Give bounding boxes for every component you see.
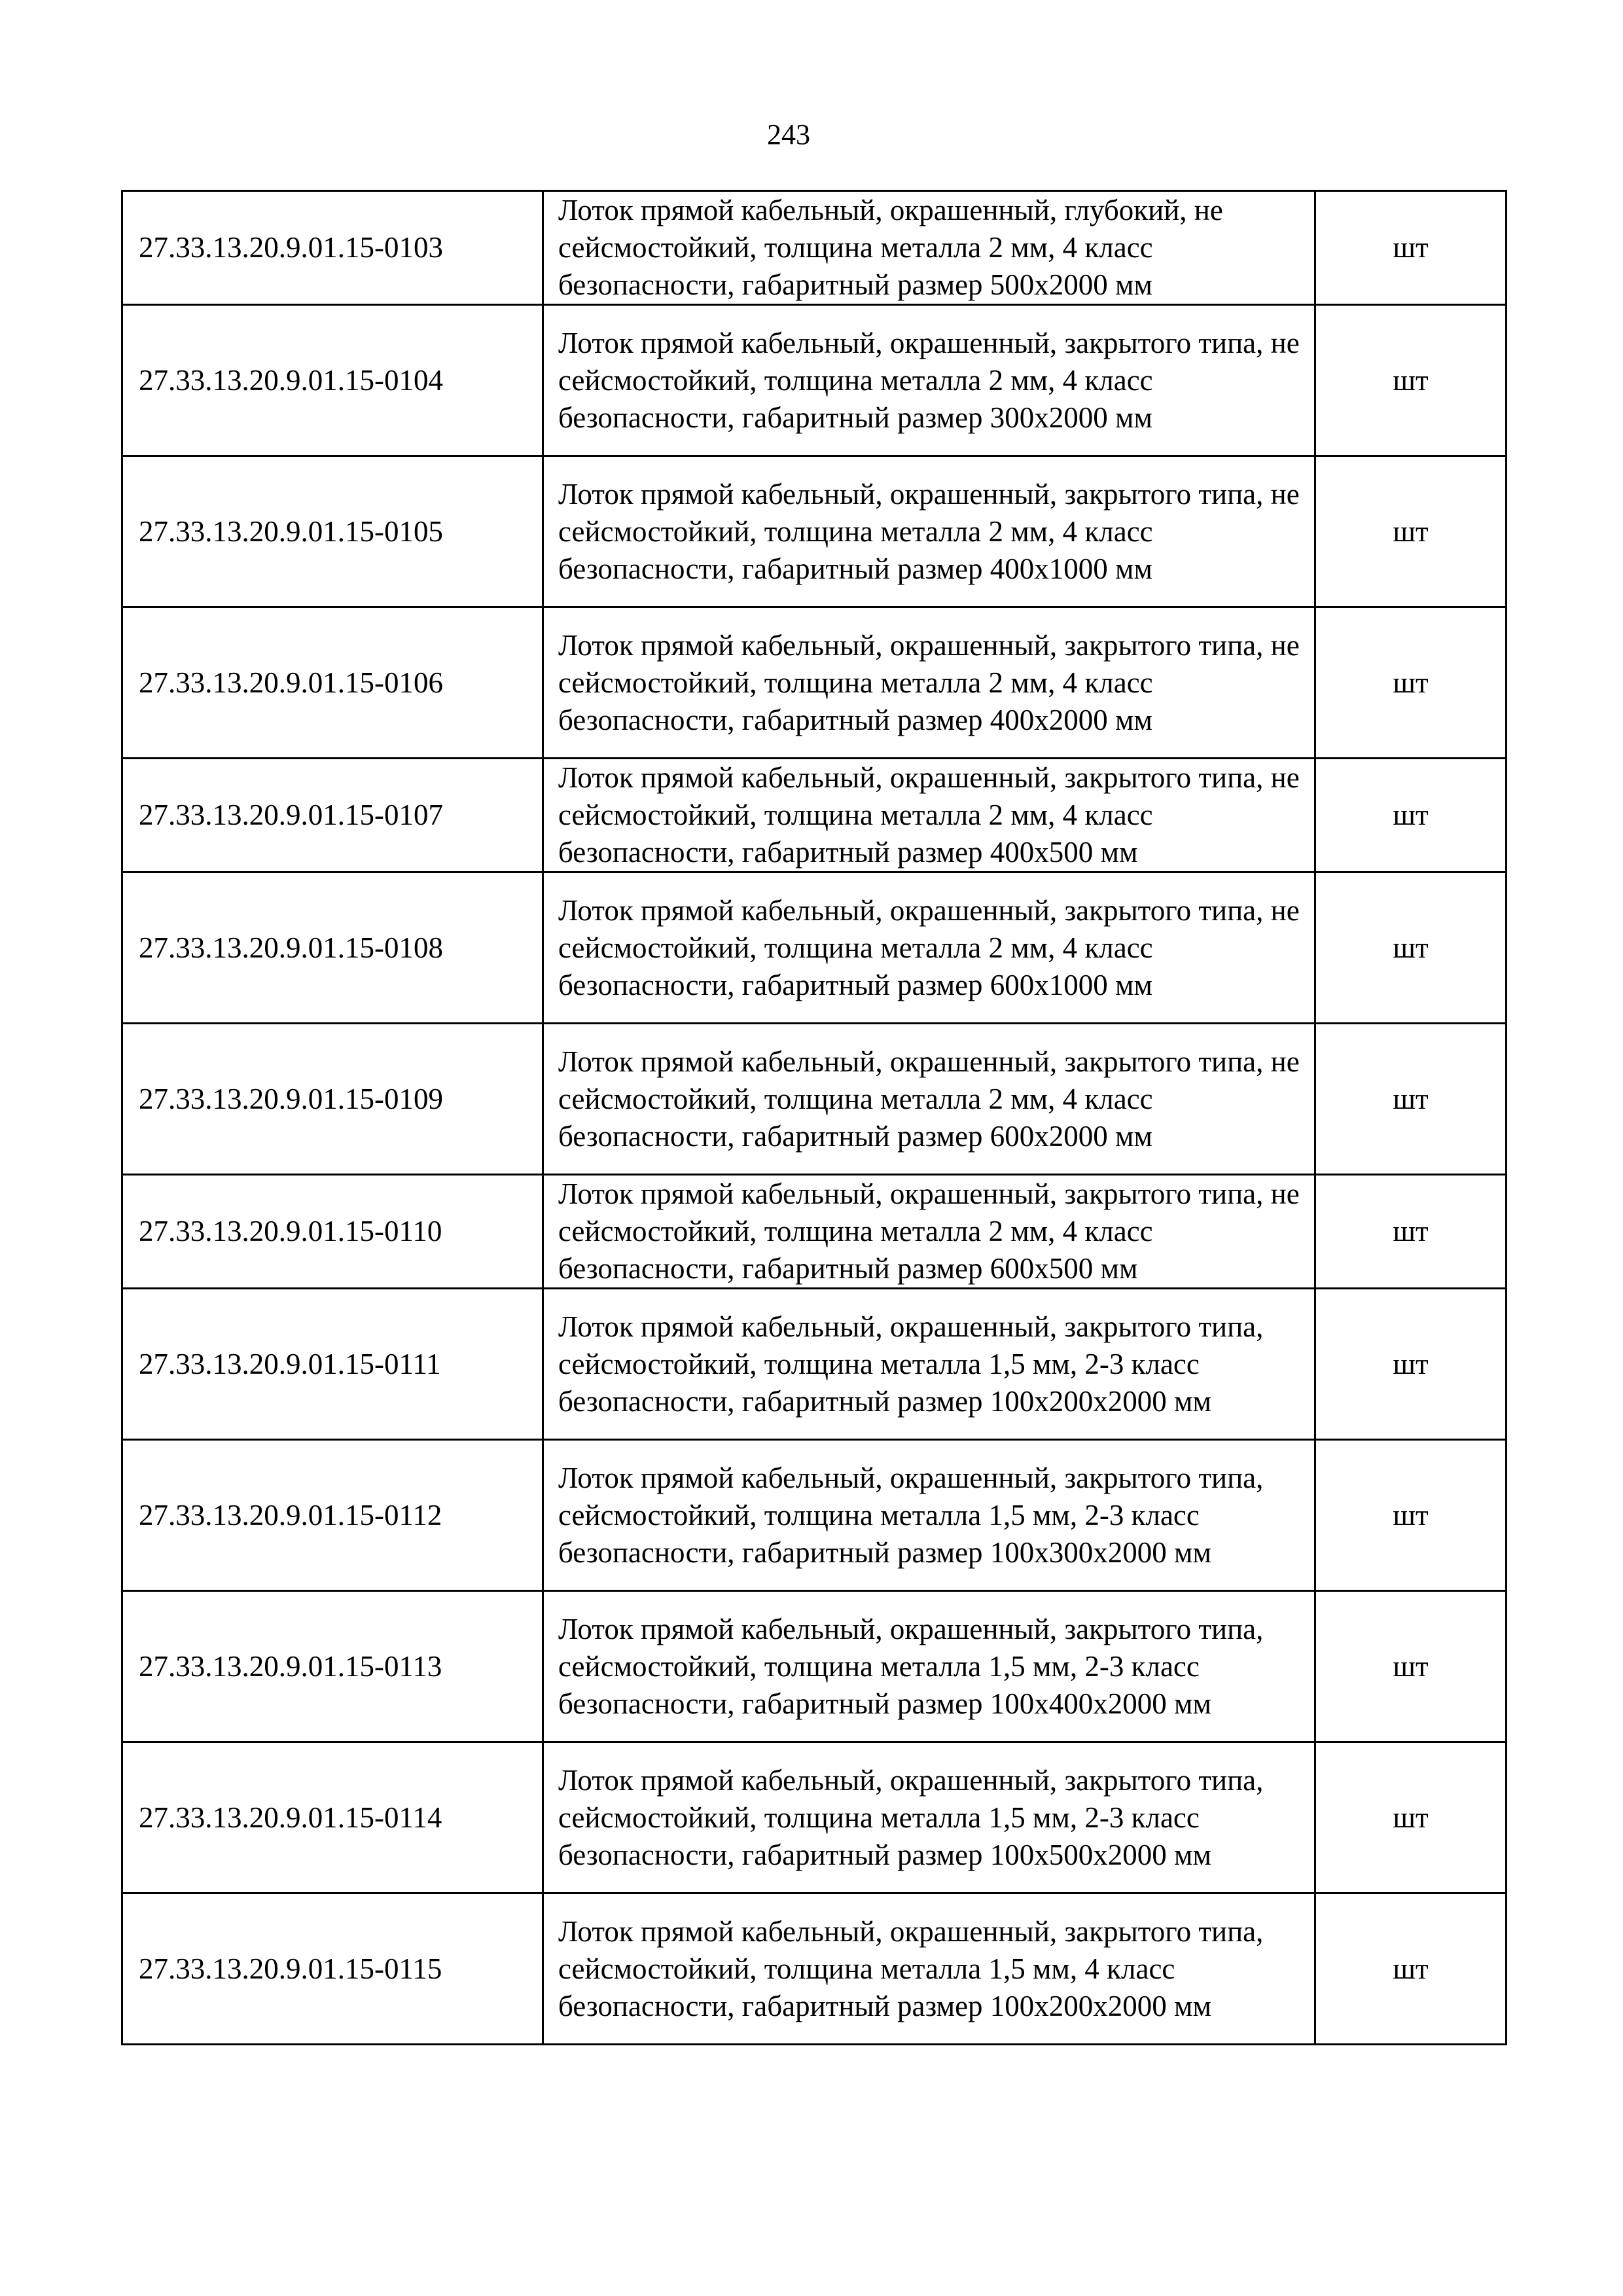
table-row	[122, 1175, 1507, 1289]
table-row	[122, 1742, 1507, 1893]
resource-code-cell: 27.33.13.20.9.01.15-0105	[122, 456, 543, 607]
resource-description-cell: Лоток прямой кабельный, окрашенный, закрытого типа, не сейсмостойкий, толщина металла 2 мм, 4 класс безопасности, габаритный размер 600х2000 мм	[543, 1024, 1315, 1175]
resource-table	[121, 190, 1507, 2045]
table-row	[122, 759, 1507, 872]
unit-cell: шт	[1315, 1591, 1507, 1742]
resource-description-cell: Лоток прямой кабельный, окрашенный, закрытого типа, не сейсмостойкий, толщина металла 2 мм, 4 класс безопасности, габаритный размер 400х2000 мм	[543, 607, 1315, 759]
unit-cell: шт	[1315, 305, 1507, 456]
unit-cell: шт	[1315, 1024, 1507, 1175]
unit-cell: шт	[1315, 1175, 1507, 1289]
unit-cell: шт	[1315, 872, 1507, 1024]
page-number: 243	[767, 118, 810, 151]
table-row	[122, 456, 1507, 607]
unit-cell: шт	[1315, 1893, 1507, 2045]
resource-description-cell: Лоток прямой кабельный, окрашенный, глубокий, не сейсмостойкий, толщина металла 2 мм, 4 класс безопасности, габаритный размер 500х2000 мм	[543, 191, 1315, 305]
table-row	[122, 305, 1507, 456]
resource-code-cell: 27.33.13.20.9.01.15-0106	[122, 607, 543, 759]
resource-code-cell: 27.33.13.20.9.01.15-0114	[122, 1742, 543, 1893]
resource-description-cell: Лоток прямой кабельный, окрашенный, закрытого типа, не сейсмостойкий, толщина металла 2 мм, 4 класс безопасности, габаритный размер 400х500 мм	[543, 759, 1315, 872]
resource-description-cell: Лоток прямой кабельный, окрашенный, закрытого типа, не сейсмостойкий, толщина металла 2 мм, 4 класс безопасности, габаритный размер 600х1000 мм	[543, 872, 1315, 1024]
resource-description-cell: Лоток прямой кабельный, окрашенный, закрытого типа, сейсмостойкий, толщина металла 1,5 мм, 2-3 класс безопасности, габаритный размер 100х200х2000 мм	[543, 1289, 1315, 1440]
unit-cell: шт	[1315, 191, 1507, 305]
unit-cell: шт	[1315, 1289, 1507, 1440]
resource-description-cell: Лоток прямой кабельный, окрашенный, закрытого типа, сейсмостойкий, толщина металла 1,5 мм, 4 класс безопасности, габаритный размер 100х200х2000 мм	[543, 1893, 1315, 2045]
table-row	[122, 607, 1507, 759]
resource-code-cell: 27.33.13.20.9.01.15-0112	[122, 1440, 543, 1591]
resource-code-cell: 27.33.13.20.9.01.15-0108	[122, 872, 543, 1024]
table-row	[122, 1440, 1507, 1591]
resource-description-cell: Лоток прямой кабельный, окрашенный, закрытого типа, сейсмостойкий, толщина металла 1,5 мм, 2-3 класс безопасности, габаритный размер 100х500х2000 мм	[543, 1742, 1315, 1893]
table-row	[122, 191, 1507, 305]
table-row	[122, 1289, 1507, 1440]
unit-cell: шт	[1315, 759, 1507, 872]
resource-description-cell: Лоток прямой кабельный, окрашенный, закрытого типа, сейсмостойкий, толщина металла 1,5 мм, 2-3 класс безопасности, габаритный размер 100х300х2000 мм	[543, 1440, 1315, 1591]
resource-description-cell: Лоток прямой кабельный, окрашенный, закрытого типа, сейсмостойкий, толщина металла 1,5 мм, 2-3 класс безопасности, габаритный размер 100х400х2000 мм	[543, 1591, 1315, 1742]
unit-cell: шт	[1315, 607, 1507, 759]
resource-code-cell: 27.33.13.20.9.01.15-0109	[122, 1024, 543, 1175]
resource-code-cell: 27.33.13.20.9.01.15-0110	[122, 1175, 543, 1289]
resource-code-cell: 27.33.13.20.9.01.15-0113	[122, 1591, 543, 1742]
resource-description-cell: Лоток прямой кабельный, окрашенный, закрытого типа, не сейсмостойкий, толщина металла 2 мм, 4 класс безопасности, габаритный размер 600х500 мм	[543, 1175, 1315, 1289]
resource-description-cell: Лоток прямой кабельный, окрашенный, закрытого типа, не сейсмостойкий, толщина металла 2 мм, 4 класс безопасности, габаритный размер 300х2000 мм	[543, 305, 1315, 456]
table-row	[122, 872, 1507, 1024]
resource-code-cell: 27.33.13.20.9.01.15-0111	[122, 1289, 543, 1440]
resource-code-cell: 27.33.13.20.9.01.15-0115	[122, 1893, 543, 2045]
resource-code-cell: 27.33.13.20.9.01.15-0104	[122, 305, 543, 456]
unit-cell: шт	[1315, 456, 1507, 607]
resource-description-cell: Лоток прямой кабельный, окрашенный, закрытого типа, не сейсмостойкий, толщина металла 2 мм, 4 класс безопасности, габаритный размер 400х1000 мм	[543, 456, 1315, 607]
unit-cell: шт	[1315, 1742, 1507, 1893]
table-row	[122, 1893, 1507, 2045]
resource-code-cell: 27.33.13.20.9.01.15-0103	[122, 191, 543, 305]
unit-cell: шт	[1315, 1440, 1507, 1591]
resource-code-cell: 27.33.13.20.9.01.15-0107	[122, 759, 543, 872]
table-row	[122, 1591, 1507, 1742]
table-row	[122, 1024, 1507, 1175]
